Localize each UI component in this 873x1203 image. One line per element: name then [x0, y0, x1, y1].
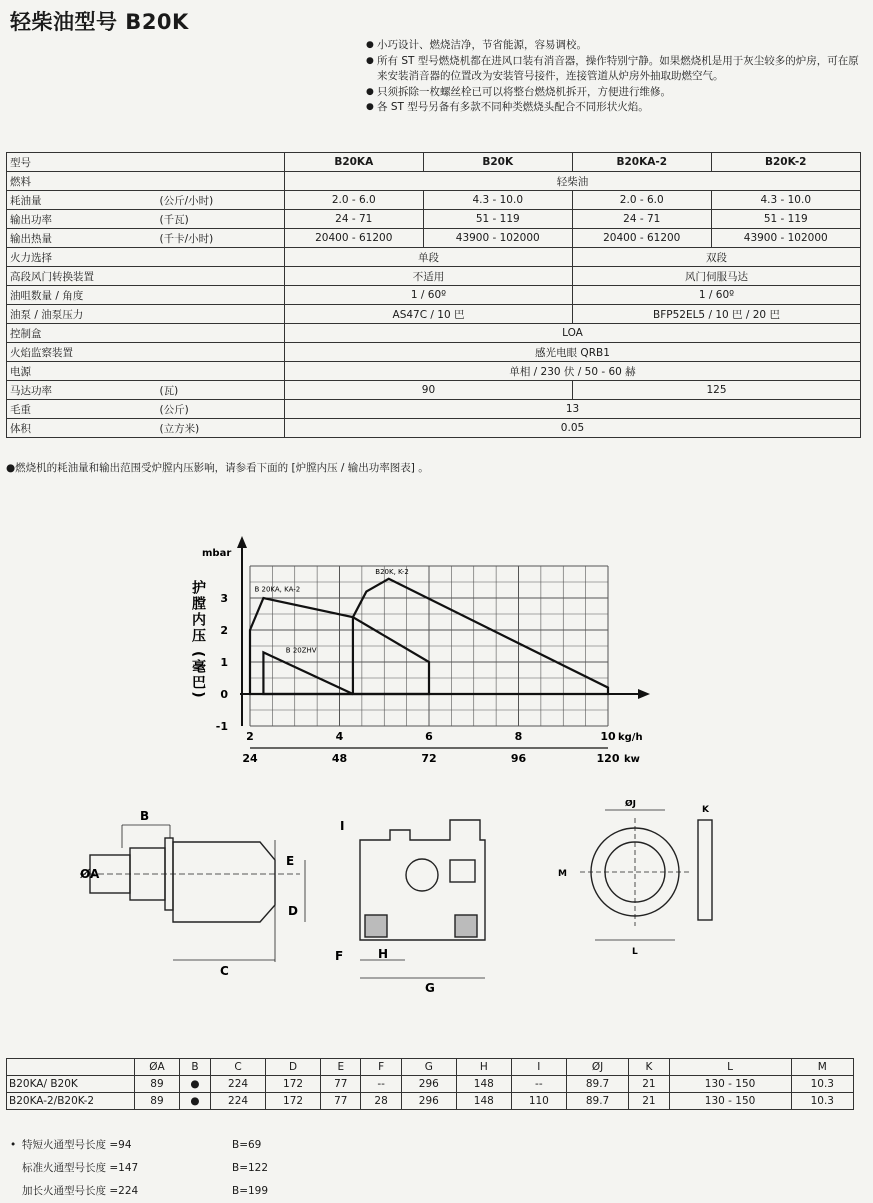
dim-header-cell: ØJ [566, 1059, 628, 1076]
x-tick-label: 2 [246, 730, 254, 743]
dim-cell: 28 [361, 1093, 401, 1110]
note-label: 标准火通型号长度 =147 [22, 1162, 139, 1174]
x-tick-label: 8 [514, 730, 523, 743]
row-value: 不适用 [285, 267, 573, 286]
row-value: 4.3 - 10.0 [711, 191, 861, 210]
feature-list [366, 38, 866, 116]
row-label: 油咀数量 / 角度 [7, 286, 285, 305]
spec-row-volume [7, 419, 861, 438]
chart-y-unit: mbar [202, 548, 232, 559]
dim-header-cell: M [791, 1059, 853, 1076]
dim-cell: 224 [211, 1076, 266, 1093]
row-value: 90 [285, 381, 573, 400]
note-row [8, 1180, 312, 1203]
spec-table [6, 152, 861, 438]
spec-row-output-kcal [7, 229, 861, 248]
x2-tick-label: 96 [510, 752, 527, 765]
row-value: 1 / 60º [285, 286, 573, 305]
row-value: 0.05 [285, 419, 861, 438]
row-value: 轻柴油 [285, 172, 861, 191]
dim-label-c: C [220, 964, 229, 978]
x2-tick-label: 48 [331, 752, 348, 765]
row-value: BFP52EL5 / 10 巴 / 20 巴 [572, 305, 860, 324]
row-label: 耗油量 [7, 191, 157, 210]
dim-row [7, 1093, 854, 1110]
dim-model-cell: B20KA-2/B20K-2 [7, 1093, 135, 1110]
y-tick-label: 0 [220, 688, 228, 701]
spec-row-stage [7, 248, 861, 267]
dim-cell: 148 [456, 1076, 511, 1093]
model-b20ka-2: B20KA-2 [572, 153, 711, 172]
length-notes [8, 1134, 312, 1203]
row-value: AS47C / 10 巴 [285, 305, 573, 324]
row-value: 43900 - 102000 [423, 229, 572, 248]
row-label: 火力选择 [7, 248, 285, 267]
spec-row-switch [7, 267, 861, 286]
row-value: 20400 - 61200 [285, 229, 424, 248]
control-box [450, 860, 475, 882]
feature-item: ● 只须拆除一枚螺丝栓已可以将整台燃烧机拆开，方便进行维修。 [366, 85, 866, 101]
row-value: 4.3 - 10.0 [423, 191, 572, 210]
row-unit: (千瓦) [157, 210, 285, 229]
y-tick-label: 3 [220, 592, 228, 605]
row-unit: (立方米) [157, 419, 285, 438]
dim-cell: 89.7 [566, 1093, 628, 1110]
spec-header-row [7, 153, 861, 172]
dim-cell: 10.3 [791, 1076, 853, 1093]
row-label: 火焰监察装置 [7, 343, 285, 362]
flange-view-drawing [580, 810, 712, 940]
row-value: 51 - 119 [423, 210, 572, 229]
row-label: 毛重 [7, 400, 157, 419]
dim-label-d: D [288, 904, 298, 918]
y-axis-arrow [237, 536, 247, 548]
dim-cell: 148 [456, 1093, 511, 1110]
dimension-drawings [60, 800, 720, 1000]
burner-body [173, 842, 275, 922]
series-label-zhv: B 20ZHV [285, 646, 317, 655]
note-value: B=69 [232, 1139, 262, 1151]
row-unit: (公斤) [157, 400, 285, 419]
model-b20k-2: B20K-2 [711, 153, 861, 172]
x-tick-label: 10 [600, 730, 616, 743]
motor-circle [406, 859, 438, 891]
row-label: 体积 [7, 419, 157, 438]
x-tick-label: 6 [425, 730, 433, 743]
row-value: 风门伺服马达 [572, 267, 860, 286]
model-b20k: B20K [423, 153, 572, 172]
x2-tick-label: 24 [242, 752, 258, 765]
dim-label-k: K [702, 805, 709, 815]
dim-label-l: L [632, 947, 638, 957]
row-value: 单段 [285, 248, 573, 267]
dim-cell: 172 [266, 1093, 321, 1110]
dim-label-e: E [286, 854, 295, 868]
dim-label-j: ØJ [625, 800, 636, 809]
dim-model-cell: B20KA/ B20K [7, 1076, 135, 1093]
side-view-drawing [80, 825, 305, 962]
x2-tick-label: 72 [421, 752, 437, 765]
row-value: 43900 - 102000 [711, 229, 861, 248]
dim-cell: 224 [211, 1093, 266, 1110]
spec-row-output-kw [7, 210, 861, 229]
dim-cell: 89 [135, 1076, 180, 1093]
dim-cell: 10.3 [791, 1093, 853, 1110]
dim-header-cell: C [211, 1059, 266, 1076]
dim-cell: 296 [401, 1093, 456, 1110]
dim-label-i: I [340, 819, 345, 833]
gasket-side [698, 820, 712, 920]
row-unit: (公斤/小时) [157, 191, 285, 210]
row-value: LOA [285, 324, 861, 343]
dim-header-cell [7, 1059, 135, 1076]
row-value: 单相 / 230 伏 / 50 - 60 赫 [285, 362, 861, 381]
dim-cell: 130 - 150 [669, 1076, 791, 1093]
row-label: 燃料 [7, 172, 285, 191]
row-value: 24 - 71 [285, 210, 424, 229]
feature-item: ● 小巧设计、燃烧洁净，节省能源，容易调校。 [366, 38, 866, 54]
row-label: 油泵 / 油泵压力 [7, 305, 285, 324]
dim-cell: ● [179, 1076, 210, 1093]
note-value: B=122 [232, 1162, 269, 1174]
dim-cell: -- [361, 1076, 401, 1093]
note-row [8, 1157, 312, 1180]
spec-row-flame [7, 343, 861, 362]
feature-item: ● 各 ST 型号另备有多款不同种类燃烧头配合不同形状火焰。 [366, 100, 866, 116]
feature-item: ● 所有 ST 型号燃烧机都在进风口装有消音器，操作特别宁静。如果燃烧机是用于灰尘较多的炉房，可在原来安装消音器的位置改为安装管号接件，连接管道从炉房外抽取助燃空气。 [366, 54, 866, 85]
x2-tick-label: 120 [596, 752, 620, 765]
spec-row-nozzle [7, 286, 861, 305]
note-label: • 特短火通型号长度 =94 [8, 1134, 232, 1157]
row-unit: (瓦) [157, 381, 285, 400]
row-label: 输出热量 [7, 229, 157, 248]
spec-row-fuel [7, 172, 861, 191]
dim-cell: 77 [321, 1093, 361, 1110]
chart-y-ticks [216, 592, 229, 733]
note-row [8, 1134, 312, 1157]
y-tick-label: -1 [215, 720, 228, 733]
series-label-k: B20K, K-2 [375, 568, 409, 576]
dim-header-cell: I [511, 1059, 566, 1076]
spec-header-label: 型号 [7, 153, 285, 172]
row-value: 51 - 119 [711, 210, 861, 229]
row-unit: (千卡/小时) [157, 229, 285, 248]
row-value: 感光电眼 QRB1 [285, 343, 861, 362]
note-label: 加长火通型号长度 =224 [22, 1185, 139, 1197]
dim-label-b: B [140, 809, 150, 823]
mount-block-left [365, 915, 387, 937]
row-value: 125 [572, 381, 860, 400]
dim-cell: 130 - 150 [669, 1093, 791, 1110]
chart-axes [237, 536, 650, 748]
dim-header-cell: L [669, 1059, 791, 1076]
row-value: 13 [285, 400, 861, 419]
chart-x-label: kg/h [618, 732, 643, 743]
chart-x-ticks [246, 730, 616, 743]
row-label: 高段风门转换装置 [7, 267, 285, 286]
y-tick-label: 2 [220, 624, 228, 637]
note-value: B=199 [232, 1185, 269, 1197]
dim-header-cell: K [629, 1059, 669, 1076]
chart-x2-label: kw [624, 754, 640, 765]
dimension-table [6, 1058, 854, 1110]
spec-row-power [7, 362, 861, 381]
dim-cell: 21 [629, 1093, 669, 1110]
dim-cell: ● [179, 1093, 210, 1110]
row-label: 控制盒 [7, 324, 285, 343]
pressure-output-chart [190, 536, 660, 776]
x-tick-label: 4 [335, 730, 344, 743]
spec-note: ●燃烧机的耗油量和输出范围受炉膛内压影响，请参看下面的 [炉膛内压 / 输出功率图表] 。 [6, 462, 429, 474]
mount-block-right [455, 915, 477, 937]
dim-header-cell: F [361, 1059, 401, 1076]
dim-cell: 172 [266, 1076, 321, 1093]
dim-header-cell: D [266, 1059, 321, 1076]
spec-row-pump [7, 305, 861, 324]
dim-header-cell: H [456, 1059, 511, 1076]
dim-cell: 77 [321, 1076, 361, 1093]
dim-cell: 89 [135, 1093, 180, 1110]
dim-label-f: F [335, 949, 344, 963]
x-axis-arrow [638, 689, 650, 699]
y-tick-label: 1 [220, 656, 228, 669]
dim-header-row [7, 1059, 854, 1076]
spec-row-weight [7, 400, 861, 419]
row-label: 电源 [7, 362, 285, 381]
dim-header-cell: B [179, 1059, 210, 1076]
dim-cell: -- [511, 1076, 566, 1093]
spec-row-control [7, 324, 861, 343]
dim-label-a: ØA [80, 867, 100, 881]
row-value: 双段 [572, 248, 860, 267]
row-value: 20400 - 61200 [572, 229, 711, 248]
dim-header-cell: ØA [135, 1059, 180, 1076]
spec-row-consumption [7, 191, 861, 210]
dim-header-cell: G [401, 1059, 456, 1076]
dim-row [7, 1076, 854, 1093]
dim-cell: 21 [629, 1076, 669, 1093]
row-value: 2.0 - 6.0 [572, 191, 711, 210]
chart-x2-ticks [242, 752, 619, 765]
dim-cell: 89.7 [566, 1076, 628, 1093]
chart-y-label: 护膛内压 (毫巴) [190, 580, 206, 700]
dim-header-cell: E [321, 1059, 361, 1076]
series-label-ka: B 20KA, KA-2 [254, 585, 301, 594]
row-value: 1 / 60º [572, 286, 860, 305]
dim-cell: 296 [401, 1076, 456, 1093]
dim-label-m: M [558, 869, 567, 879]
page-title: 轻柴油型号 B20K [10, 10, 189, 34]
series-area-k [353, 579, 608, 694]
dim-label-h: H [378, 947, 389, 961]
row-label: 马达功率 [7, 381, 157, 400]
spec-row-motor [7, 381, 861, 400]
row-value: 24 - 71 [572, 210, 711, 229]
dim-cell: 110 [511, 1093, 566, 1110]
row-label: 输出功率 [7, 210, 157, 229]
dim-label-g: G [425, 981, 435, 995]
model-b20ka: B20KA [285, 153, 424, 172]
row-value: 2.0 - 6.0 [285, 191, 424, 210]
